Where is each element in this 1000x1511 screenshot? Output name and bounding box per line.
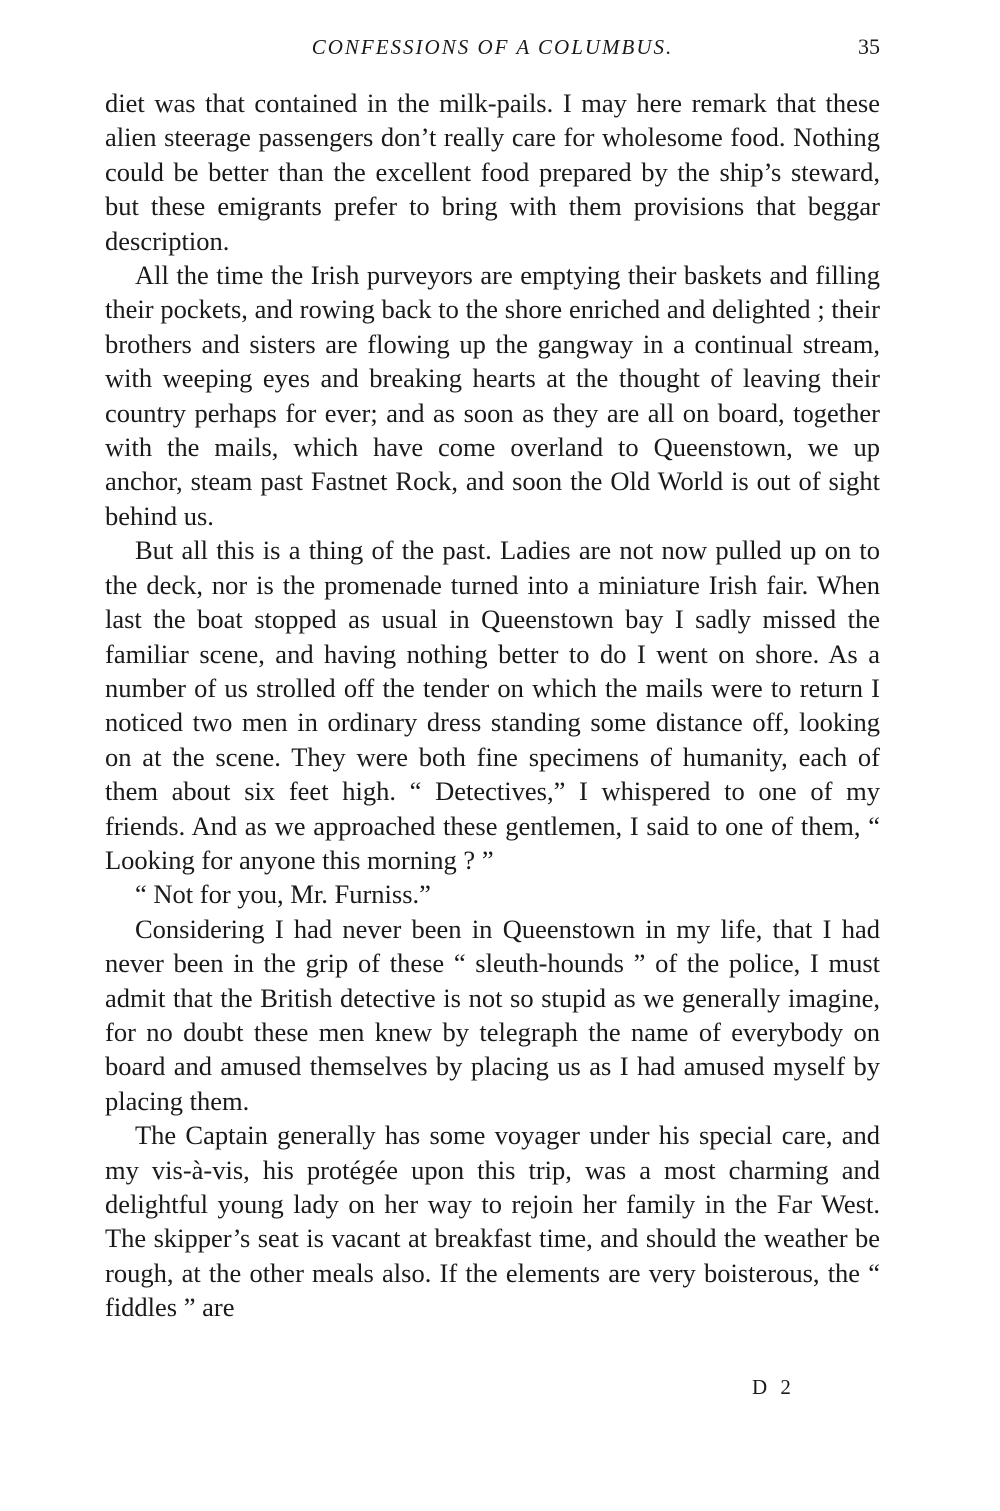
running-head bbox=[105, 32, 880, 62]
paragraph-5: Considering I had never been in Queenstown in my life, that I had never been in the grip of these “ sleuth-hounds ” of the police, I must admit that the British detective is not so stupid as we generally imagine, for no doubt these men knew by telegraph the name of everybody on board and amused themselves by placing us as I had amused myself by placing them. bbox=[105, 913, 880, 1116]
paragraph-1: diet was that contained in the milk-pails. I may here remark that these alien steerage passengers don’t really care for wholesome food. Nothing could be better than the excellent food prepared by the ship’s steward, but these emigrants prefer to bring with them provisions that beggar description. bbox=[105, 88, 880, 256]
paragraph-4: “ Not for you, Mr. Furniss.” bbox=[135, 879, 431, 910]
text-body bbox=[105, 86, 880, 1325]
running-title: CONFESSIONS OF A COLUMBUS. bbox=[311, 35, 674, 59]
paragraph-6: The Captain generally has some voyager under his special care, and my vis-à-vis, his protégée upon this trip, was a most charming and delightful young lady on her way to rejoin her family in the Far West. The skipper’s seat is vacant at breakfast time, and should the weather be rough, at the other meals also. If the elements are very boisterous, the “ fiddles ” are bbox=[105, 1120, 880, 1323]
paragraph-3: But all this is a thing of the past. Ladies are not now pulled up on to the deck, nor is the promenade turned into a miniature Irish fair. When last the boat stopped as usual in Queenstown bay I sadly missed the familiar scene, and having nothing better to do I went on shore. As a number of us strolled off the tender on which the mails were to return I noticed two men in ordinary dress standing some distance off, looking on at the scene. They were both fine specimens of humanity, each of them about six feet high. “ Detectives,” I whispered to one of my friends. And as we approached these gentlemen, I said to one of them, “ Looking for anyone this morning ? ” bbox=[105, 535, 880, 875]
paragraph-2: All the time the Irish purveyors are emptying their baskets and filling their pockets, and rowing back to the shore enriched and delighted ; their brothers and sisters are flowing up the gangway in a continual stream, with weeping eyes and breaking hearts at the thought of leaving their country perhaps for ever; and as soon as they are all on board, together with the mails, which have come overland to Queenstown, we up anchor, steam past Fastnet Rock, and soon the Old World is out of sight behind us. bbox=[105, 260, 880, 531]
signature-mark: D 2 bbox=[752, 1375, 795, 1399]
page-number: 35 bbox=[858, 34, 880, 59]
